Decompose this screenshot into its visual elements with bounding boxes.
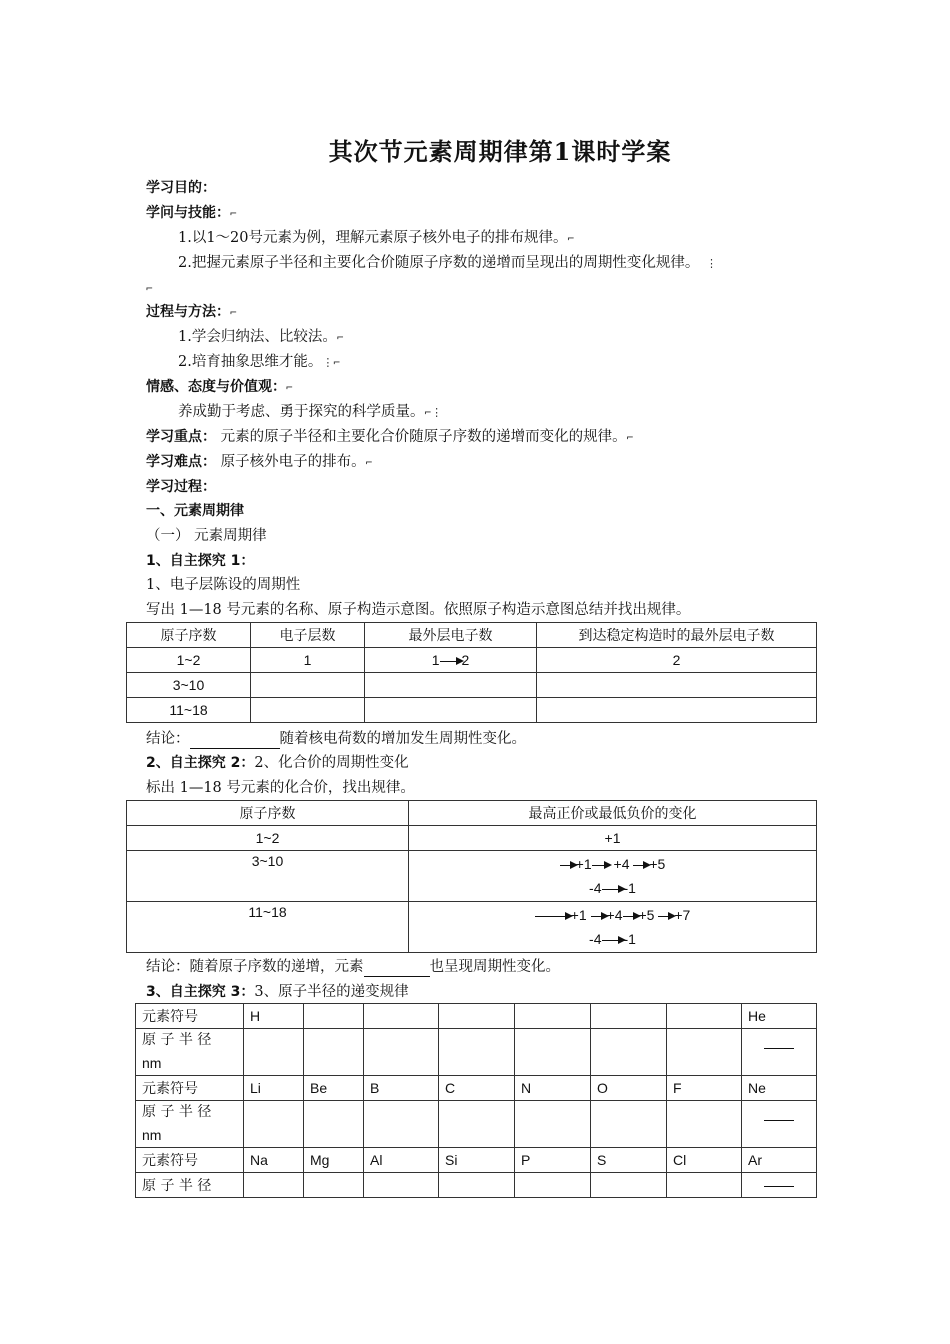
valence-value: +5 [649, 856, 666, 872]
radius-cell[interactable] [591, 1173, 667, 1198]
element-symbol: O [591, 1076, 667, 1101]
row-label: 元素符号 [136, 1004, 244, 1029]
element-symbol [667, 1004, 742, 1029]
table-cell [365, 673, 537, 698]
dash-mark [764, 1186, 794, 1187]
dash-mark [764, 1120, 794, 1121]
arrow-icon [658, 916, 674, 917]
paragraph-mark-icon: ⌐ [230, 207, 237, 220]
explore-3-title: 3、原子半径的递变规律 [254, 984, 409, 1000]
table-cell [409, 851, 817, 902]
arrow-icon [591, 916, 607, 917]
section-1-heading: 一、元素周期律 [146, 503, 244, 519]
element-symbol [364, 1004, 439, 1029]
radius-cell[interactable] [304, 1101, 364, 1148]
page-title: 其次节元素周期律第1课时学案 [328, 137, 672, 166]
dash-mark [764, 1048, 794, 1049]
arrow-icon [560, 865, 576, 866]
row-label: 元素符号 [136, 1148, 244, 1173]
paragraph-mark-icon: ⌐ [146, 282, 153, 295]
paragraph-mark-icon: ⌐ [365, 456, 373, 469]
radius-unit: nm [142, 1055, 162, 1071]
valence-value: +4 [606, 907, 623, 923]
arrow-icon [535, 916, 571, 917]
arrow-icon [592, 865, 610, 866]
row-label [136, 1029, 244, 1076]
radius-cell [742, 1173, 817, 1198]
explore-1-title: 1、电子层陈设的周期性 [146, 577, 301, 593]
element-symbol: Ne [742, 1076, 817, 1101]
conclusion-2-suffix: 也呈现周期性变化。 [429, 959, 560, 975]
key-text: 元素的原子半径和主要化合价随原子序数的递增而变化的规律。 [220, 429, 627, 445]
atomic-radius-table [135, 1003, 817, 1198]
table-header: 原子序数 [127, 623, 251, 648]
valence-value: -4 [589, 931, 602, 947]
explore-1-label: 1、自主探究 1： [146, 553, 255, 569]
element-symbol: C [439, 1076, 515, 1101]
element-symbol: Li [244, 1076, 304, 1101]
process-label: 过程与方法： [146, 304, 230, 320]
process-item-2: 2.培育抽象思维才能。 [178, 354, 323, 370]
table-cell: +1 [409, 826, 817, 851]
table-cell: 3~10 [127, 851, 409, 902]
objectives-heading: 学习目的： [146, 180, 216, 196]
element-symbol: S [591, 1148, 667, 1173]
row-label: 元素符号 [136, 1076, 244, 1101]
valence-value: +5 [638, 907, 655, 923]
radius-cell[interactable] [591, 1029, 667, 1076]
valence-value: +7 [674, 907, 691, 923]
explore-2-label: 2、自主探究 2： [146, 755, 255, 771]
element-symbol: Na [244, 1148, 304, 1173]
conclusion-1-suffix: 随着核电荷数的增加发生周期性变化。 [279, 731, 526, 747]
table-cell [409, 902, 817, 953]
radius-cell[interactable] [439, 1173, 515, 1198]
paragraph-mark-icon: ⋮ [699, 257, 717, 270]
radius-cell[interactable] [304, 1029, 364, 1076]
radius-cell[interactable] [515, 1029, 591, 1076]
element-symbol: N [515, 1076, 591, 1101]
element-symbol: Be [304, 1076, 364, 1101]
table-header: 原子序数 [127, 801, 409, 826]
difficulty-text: 原子核外电子的排布。 [220, 454, 366, 470]
answer-blank[interactable] [190, 732, 280, 749]
table-cell [365, 648, 537, 673]
radius-cell[interactable] [304, 1173, 364, 1198]
element-symbol: F [667, 1076, 742, 1101]
arrow-icon [623, 916, 639, 917]
table-cell: 1~2 [127, 648, 251, 673]
valence-value: -1 [623, 931, 636, 947]
table-cell: 11~18 [127, 698, 251, 723]
element-symbol: Cl [667, 1148, 742, 1173]
radius-label: 原 子 半 径 [136, 1173, 244, 1198]
difficulty-label: 学习难点： [146, 454, 216, 470]
radius-cell[interactable] [667, 1029, 742, 1076]
radius-cell[interactable] [244, 1029, 304, 1076]
paragraph-mark-icon: ⌐ [230, 306, 237, 319]
element-symbol [591, 1004, 667, 1029]
table-cell: 1~2 [127, 826, 409, 851]
element-symbol: Al [364, 1148, 439, 1173]
knowledge-label: 学问与技能： [146, 205, 230, 221]
emotion-item-1: 养成勤于考虑、勇于探究的科学质量。 [178, 404, 425, 420]
knowledge-item-1: 1.以1～20号元素为例，理解元素原子核外电子的排布规律。 [178, 230, 568, 246]
table-header: 最高正价或最低负价的变化 [409, 801, 817, 826]
conclusion-2-prefix: 结论：随着原子序数的递增，元素 [146, 959, 364, 975]
valence-value: -1 [623, 880, 636, 896]
radius-cell [742, 1029, 817, 1076]
radius-label: 原 子 半 径 [142, 1032, 212, 1048]
element-symbol [304, 1004, 364, 1029]
table-header: 到达稳定构造时的最外层电子数 [537, 623, 817, 648]
paragraph-mark-icon: ⌐ [286, 381, 293, 394]
key-label: 学习重点： [146, 429, 216, 445]
table-cell: 11~18 [127, 902, 409, 953]
radius-cell[interactable] [439, 1101, 515, 1148]
table-cell [537, 698, 817, 723]
radius-cell[interactable] [515, 1173, 591, 1198]
radius-unit: nm [142, 1127, 162, 1143]
process-heading: 学习过程： [146, 479, 216, 495]
conclusion-1-prefix: 结论： [146, 731, 190, 747]
radius-cell[interactable] [667, 1101, 742, 1148]
valence-value: +4 [613, 856, 630, 872]
radius-cell[interactable] [244, 1173, 304, 1198]
radius-cell[interactable] [439, 1029, 515, 1076]
radius-cell[interactable] [591, 1101, 667, 1148]
arrow-icon [633, 865, 649, 866]
answer-blank[interactable] [364, 960, 430, 977]
arrow-icon [602, 940, 624, 941]
table-header: 最外层电子数 [365, 623, 537, 648]
subsection-1-heading: （一） 元素周期律 [146, 528, 267, 544]
process-item-1: 1.学会归纳法、比较法。 [178, 329, 337, 345]
radius-label: 原 子 半 径 [142, 1104, 212, 1120]
element-symbol: Si [439, 1148, 515, 1173]
paragraph-mark-icon: ⌐ [626, 431, 634, 444]
element-symbol [515, 1004, 591, 1029]
radius-cell[interactable] [364, 1173, 439, 1198]
explore-2-task: 标出 1—18 号元素的化合价，找出规律。 [146, 780, 415, 796]
table-cell [537, 673, 817, 698]
radius-cell[interactable] [515, 1101, 591, 1148]
element-symbol: H [244, 1004, 304, 1029]
radius-cell[interactable] [244, 1101, 304, 1148]
arrow-icon [440, 661, 462, 662]
radius-cell [742, 1101, 817, 1148]
emotion-label: 情感、态度与价值观： [146, 379, 286, 395]
valence-value: -4 [589, 880, 602, 896]
explore-2-title: 2、化合价的周期性变化 [254, 755, 409, 771]
arrow-start-value: 1 [431, 652, 440, 668]
element-symbol: B [364, 1076, 439, 1101]
table-cell: 3~10 [127, 673, 251, 698]
paragraph-mark-icon: ⌐ [567, 232, 575, 245]
radius-cell[interactable] [364, 1029, 439, 1076]
element-symbol: P [515, 1148, 591, 1173]
valence-value: +1 [575, 856, 592, 872]
valence-value: +1 [570, 907, 587, 923]
table-cell [251, 698, 365, 723]
explore-1-task: 写出 1—18 号元素的名称、原子构造示意图。依照原子构造示意图总结并找出规律。 [146, 602, 691, 618]
table-cell: 1 [251, 648, 365, 673]
arrow-icon [602, 889, 624, 890]
paragraph-mark-icon: ⋮⌐ [322, 356, 340, 369]
element-symbol [439, 1004, 515, 1029]
arrow-end-value: 2 [461, 652, 470, 668]
element-symbol: He [742, 1004, 817, 1029]
electron-layer-table [126, 622, 817, 723]
knowledge-item-2: 2.把握元素原子半径和主要化合价随原子序数的递增而呈现出的周期性变化规律。 [178, 255, 700, 271]
row-label [136, 1101, 244, 1148]
table-cell [251, 673, 365, 698]
explore-3-label: 3、自主探究 3： [146, 984, 255, 1000]
table-header: 电子层数 [251, 623, 365, 648]
radius-cell[interactable] [667, 1173, 742, 1198]
table-cell [365, 698, 537, 723]
element-symbol: Ar [742, 1148, 817, 1173]
paragraph-mark-icon: ⌐⋮ [424, 406, 443, 419]
table-cell: 2 [537, 648, 817, 673]
paragraph-mark-icon: ⌐ [336, 331, 344, 344]
radius-cell[interactable] [364, 1101, 439, 1148]
element-symbol: Mg [304, 1148, 364, 1173]
valence-table [126, 800, 817, 953]
